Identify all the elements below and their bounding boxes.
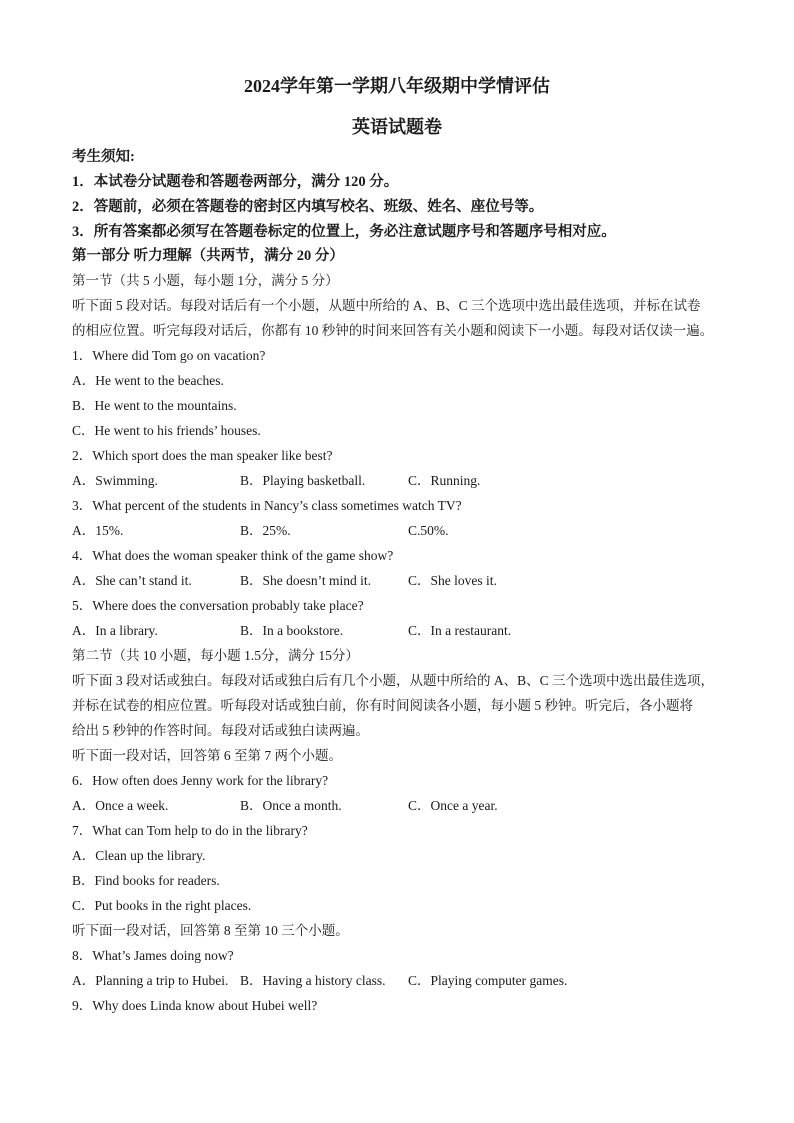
option-c: C．Running. <box>408 473 481 488</box>
option-a: A．Once a week. <box>72 798 169 813</box>
question-stem: 7．What can Tom help to do in the library? <box>72 823 308 838</box>
option-c: C．In a restaurant. <box>408 623 512 638</box>
dialogue-lead: 听下面一段对话，回答第 8 至第 10 三个小题。 <box>72 923 349 938</box>
option-b: B．Once a month. <box>240 798 342 813</box>
option-a: A．15%. <box>72 523 124 538</box>
question-stem: 3．What percent of the students in Nancy’s class sometimes watch TV? <box>72 498 462 513</box>
instruction-line: 的相应位置。听完每段对话后，你都有 10 秒钟的时间来回答有关小题和阅读下一小题。每段对话仅读一遍。 <box>72 323 714 338</box>
notice-item: 3．所有答案都必须写在答题卷标定的位置上，务必注意试题序号和答题序号相对应。 <box>72 224 616 240</box>
notice-heading: 考生须知: <box>72 149 135 165</box>
question-stem: 9．Why does Linda know about Hubei well? <box>72 998 318 1013</box>
part-heading: 第一部分 听力理解（共两节，满分 20 分） <box>72 248 344 264</box>
option-b: B．He went to the mountains. <box>72 398 237 413</box>
option-b: B．Having a history class. <box>240 973 386 988</box>
option-c: C．Once a year. <box>408 798 498 813</box>
option-c: C．He went to his friends’ houses. <box>72 423 261 438</box>
question-stem: 6．How often does Jenny work for the library? <box>72 773 329 788</box>
option-a: A．Planning a trip to Hubei. <box>72 973 229 988</box>
instruction-line: 听下面 3 段对话或独白。每段对话或独白后有几个小题，从题中所给的 A、B、C 三个选项中选出最佳选项， <box>72 673 715 688</box>
question-stem: 1．Where did Tom go on vacation? <box>72 348 266 363</box>
section-heading: 第一节（共 5 小题，每小题 1分，满分 5 分） <box>72 273 339 288</box>
exam-title: 2024学年第一学期八年级期中学情评估 <box>244 76 550 96</box>
option-a: A．He went to the beaches. <box>72 373 224 388</box>
option-a: A．She can’t stand it. <box>72 573 192 588</box>
option-c: C.50%. <box>408 523 449 538</box>
option-b: B．25%. <box>240 523 291 538</box>
dialogue-lead: 听下面一段对话，回答第 6 至第 7 两个小题。 <box>72 748 342 763</box>
option-c: C．She loves it. <box>408 573 497 588</box>
option-b: B．In a bookstore. <box>240 623 344 638</box>
section-heading: 第二节（共 10 小题，每小题 1.5分，满分 15分） <box>72 648 359 663</box>
notice-item: 2．答题前，必须在答题卷的密封区内填写校名、班级、姓名、座位号等。 <box>72 199 544 215</box>
question-stem: 8．What’s James doing now? <box>72 948 234 963</box>
option-a: A．Clean up the library. <box>72 848 206 863</box>
question-stem: 4．What does the woman speaker think of the game show? <box>72 548 394 563</box>
option-b: B．Playing basketball. <box>240 473 366 488</box>
question-stem: 2．Which sport does the man speaker like best? <box>72 448 333 463</box>
option-a: A．In a library. <box>72 623 158 638</box>
exam-subtitle: 英语试题卷 <box>352 117 442 137</box>
option-a: A．Swimming. <box>72 473 158 488</box>
instruction-line: 听下面 5 段对话。每段对话后有一个小题，从题中所给的 A、B、C 三个选项中选出最佳选项，并标在试卷 <box>72 298 701 313</box>
instruction-line: 给出 5 秒钟的作答时间。每段对话或独白读两遍。 <box>72 723 369 738</box>
option-c: C．Put books in the right places. <box>72 898 252 913</box>
option-c: C．Playing computer games. <box>408 973 568 988</box>
instruction-line: 并标在试卷的相应位置。听每段对话或独白前，你有时间阅读各小题，每小题 5 秒钟。听完后，各小题将 <box>72 698 693 713</box>
option-b: B．Find books for readers. <box>72 873 220 888</box>
option-b: B．She doesn’t mind it. <box>240 573 372 588</box>
notice-item: 1．本试卷分试题卷和答题卷两部分，满分 120 分。 <box>72 174 399 190</box>
question-stem: 5．Where does the conversation probably take place? <box>72 598 364 613</box>
